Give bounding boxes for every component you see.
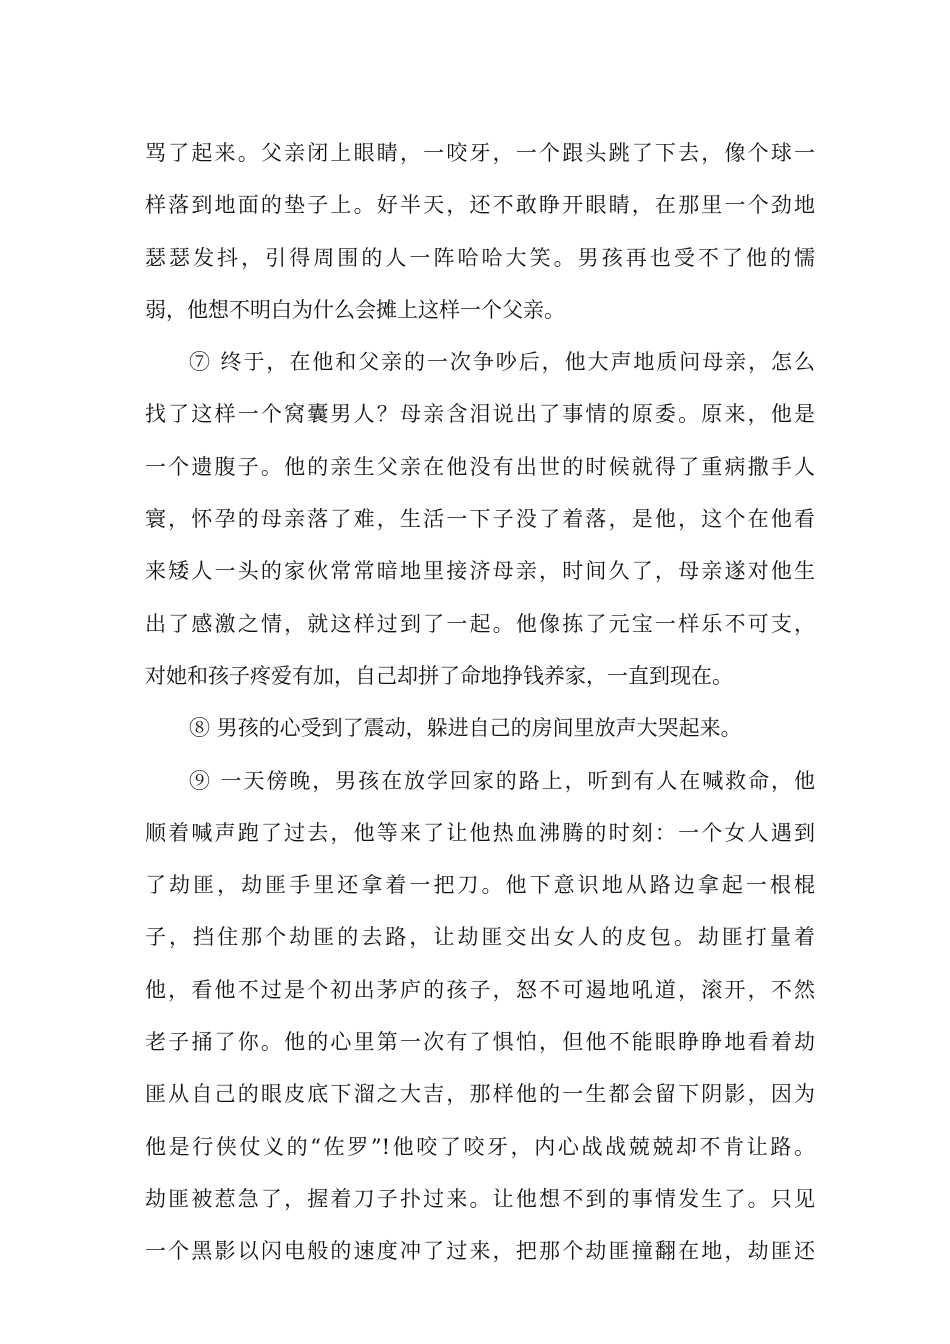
text-line: 样落到地面的垫子上。好半天，还不敢睁开眼睛，在那里一个劲地 bbox=[145, 193, 815, 218]
text-line: 匪从自己的眼皮底下溜之大吉，那样他的一生都会留下阴影，因为 bbox=[145, 1082, 815, 1107]
story-text bbox=[145, 127, 815, 1278]
paragraph-9-start: ⑨ 一天傍晚，男孩在放学回家的路上，听到有人在喊救命，他 bbox=[189, 768, 815, 793]
paragraph-7-start: ⑦ 终于，在他和父亲的一次争吵后，他大声地质问母亲，怎么 bbox=[189, 350, 815, 375]
text-line: 瑟瑟发抖，引得周围的人一阵哈哈大笑。男孩再也受不了他的懦 bbox=[145, 245, 815, 270]
text-line: 骂了起来。父亲闭上眼睛，一咬牙，一个跟头跳了下去，像个球一 bbox=[145, 141, 815, 165]
text-line: 寰，怀孕的母亲落了难，生活一下子没了着落，是他，这个在他看 bbox=[145, 507, 815, 532]
text-line: 一个黑影以闪电般的速度冲了过来，把那个劫匪撞翻在地，劫匪还 bbox=[145, 1239, 815, 1264]
text-line: 出了感激之情，就这样过到了一起。他像拣了元宝一样乐不可支， bbox=[145, 611, 815, 636]
text-line: 对她和孩子疼爱有加，自己却拼了命地挣钱养家，一直到现在。 bbox=[145, 663, 733, 688]
text-line: 了劫匪，劫匪手里还拿着一把刀。他下意识地从路边拿起一根棍 bbox=[145, 873, 815, 898]
text-line: 一个遗腹子。他的亲生父亲在他没有出世的时候就得了重病撒手人 bbox=[145, 454, 815, 479]
text-line: 顺着喊声跑了过去，他等来了让他热血沸腾的时刻：一个女人遇到 bbox=[145, 820, 815, 845]
text-line: 他是行侠仗义的“佐罗”!他咬了咬牙，内心战战兢兢却不肯让路。 bbox=[145, 1134, 815, 1159]
paragraph-8: ⑧ 男孩的心受到了震动，躲进自己的房间里放声大哭起来。 bbox=[189, 716, 742, 741]
text-line: 子，挡住那个劫匪的去路，让劫匪交出女人的皮包。劫匪打量着 bbox=[145, 925, 815, 950]
text-line: 老子捅了你。他的心里第一次有了惧怕，但他不能眼睁睁地看着劫 bbox=[145, 1030, 815, 1055]
text-line: 找了这样一个窝囊男人？母亲含泪说出了事情的原委。原来，他是 bbox=[145, 402, 815, 427]
text-line: 劫匪被惹急了，握着刀子扑过来。让他想不到的事情发生了。只见 bbox=[145, 1186, 815, 1211]
text-line: 弱，他想不明白为什么会摊上这样一个父亲。 bbox=[145, 297, 565, 322]
text-line: 来矮人一头的家伙常常暗地里接济母亲，时间久了，母亲遂对他生 bbox=[145, 559, 815, 584]
text-line: 他，看他不过是个初出茅庐的孩子，怒不可遏地吼道，滚开，不然 bbox=[145, 977, 815, 1002]
